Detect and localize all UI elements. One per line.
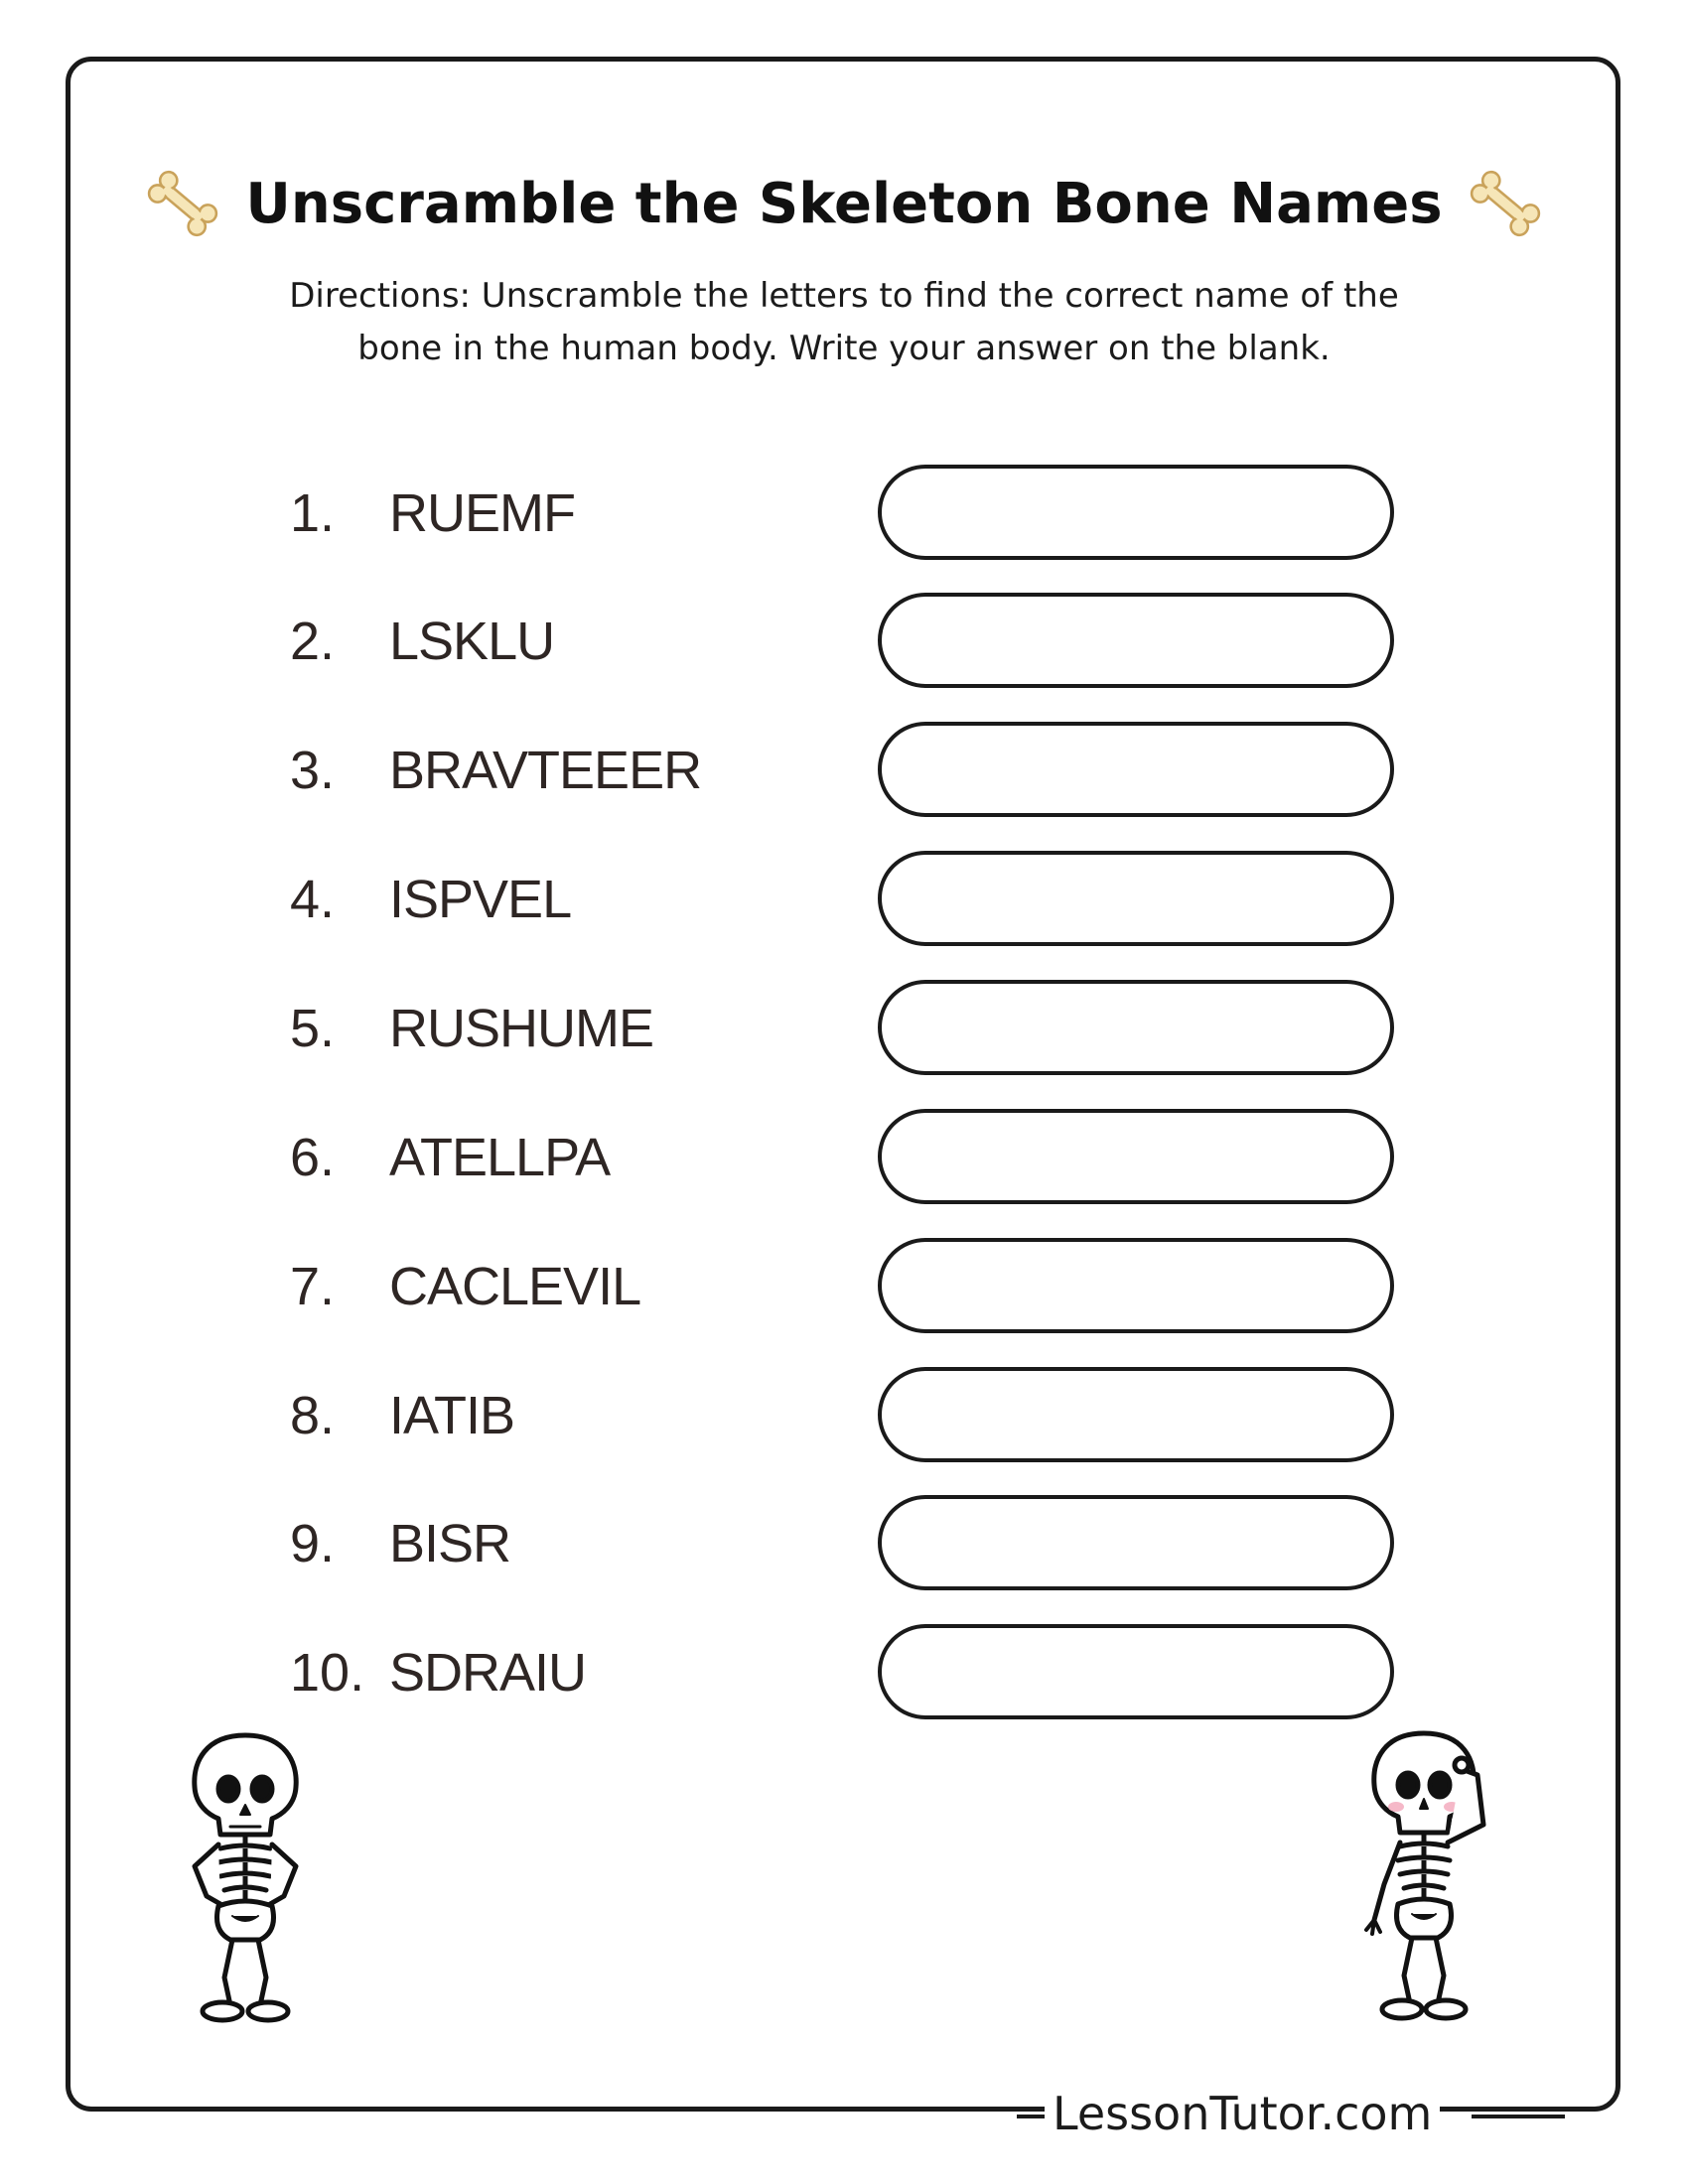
question-row: [0, 851, 1688, 946]
question-row: [0, 1238, 1688, 1333]
question-row: [0, 593, 1688, 688]
question-number: 1.: [290, 483, 336, 543]
footer-website: LessonTutor.com: [1045, 2087, 1440, 2140]
question-number: 7.: [290, 1257, 336, 1316]
question-number: 8.: [290, 1386, 336, 1445]
scrambled-word: CACLEVIL: [389, 1257, 641, 1316]
scrambled-word: ATELLPA: [389, 1128, 611, 1187]
question-number: 3.: [290, 741, 336, 800]
answer-box[interactable]: [878, 722, 1394, 817]
question-number: 6.: [290, 1128, 336, 1187]
question-row: [0, 1495, 1688, 1590]
question-number: 2.: [290, 612, 336, 671]
scrambled-word: RUEMF: [389, 483, 575, 543]
answer-box[interactable]: [878, 1367, 1394, 1462]
question-row: [0, 1624, 1688, 1719]
directions-line-1: Directions: Unscramble the letters to find the correct name of the: [289, 276, 1399, 316]
question-number: 4.: [290, 870, 336, 929]
scrambled-word: LSKLU: [389, 612, 555, 671]
worksheet-title: Unscramble the Skeleton Bone Names: [245, 171, 1443, 236]
scrambled-word: ISPVEL: [389, 870, 572, 929]
answer-box[interactable]: [878, 1495, 1394, 1590]
question-row: [0, 1109, 1688, 1204]
answer-box[interactable]: [878, 980, 1394, 1075]
question-row: [0, 980, 1688, 1075]
scrambled-word: BISR: [389, 1514, 511, 1573]
footer-divider-right: [1472, 2115, 1565, 2118]
question-number: 9.: [290, 1514, 336, 1573]
question-number: 5.: [290, 999, 336, 1058]
scrambled-word: BRAVTEEER: [389, 741, 702, 800]
directions-line-2: bone in the human body. Write your answer on the blank.: [357, 329, 1331, 368]
scrambled-word: IATIB: [389, 1386, 515, 1445]
skeleton-waving-icon: [1344, 1725, 1523, 2023]
question-row: [0, 1367, 1688, 1462]
skeleton-standing-icon: [161, 1727, 330, 2025]
answer-box[interactable]: [878, 1109, 1394, 1204]
question-number: 10.: [290, 1643, 365, 1703]
question-row: [0, 722, 1688, 817]
answer-box[interactable]: [878, 1238, 1394, 1333]
answer-box[interactable]: [878, 851, 1394, 946]
answer-box[interactable]: [878, 593, 1394, 688]
answer-box[interactable]: [878, 1624, 1394, 1719]
scrambled-word: RUSHUME: [389, 999, 654, 1058]
answer-box[interactable]: [878, 465, 1394, 560]
scrambled-word: SDRAIU: [389, 1643, 587, 1703]
question-row: [0, 465, 1688, 560]
